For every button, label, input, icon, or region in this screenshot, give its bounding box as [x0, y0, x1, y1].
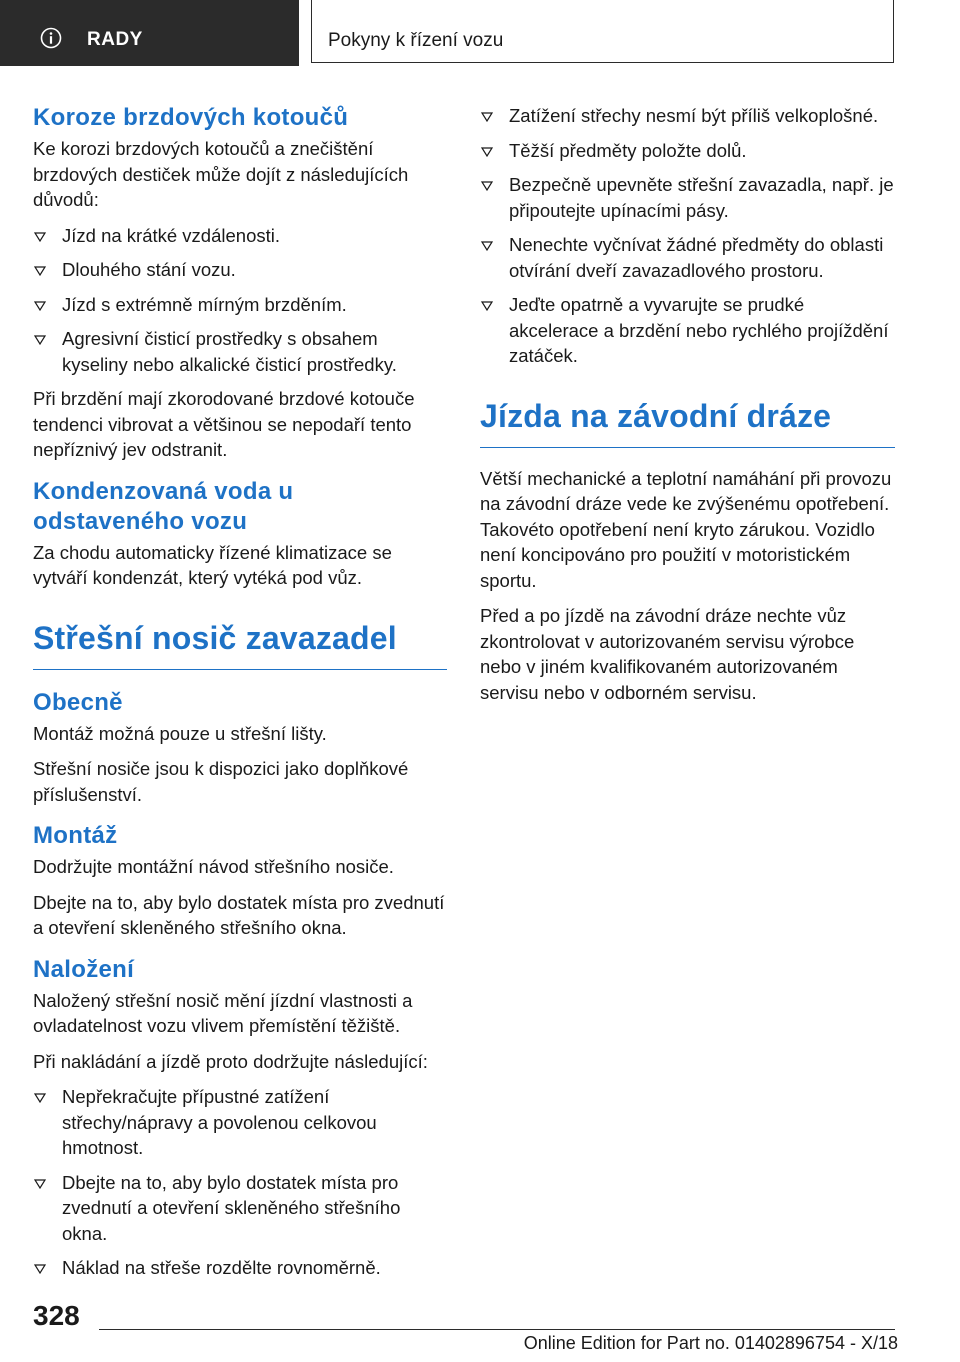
heading-general: Obecně [33, 688, 123, 716]
main-heading-roof-rack: Střešní nosič zavazadel [33, 619, 397, 656]
list-item: Jízd s extrémně mírným brzděním. [33, 292, 447, 318]
paragraph: Střešní nosiče jsou k dispozici jako doplňkové příslušenství. [33, 758, 409, 805]
list-item: Dbejte na to, aby bylo dostatek místa pro zvednutí a otevření skleněného střešního okna. [33, 1170, 447, 1247]
heading-installation: Montáž [33, 822, 118, 849]
list-item: Bezpečně upevněte střešní zavazadla, např. je připoutejte upínacími pásy. [480, 172, 895, 223]
main-heading-race-track: Jízda na závodní dráze [480, 397, 832, 434]
triangle-bullet-icon [481, 241, 493, 251]
list-item: Jízd na krátké vzdálenosti. [33, 223, 447, 249]
bullet-list [33, 223, 447, 378]
list-item: Agresivní čisticí prostředky s obsahem kyseliny nebo alkalické čisticí prostředky. [33, 326, 447, 377]
paragraph: Větší mechanické a teplotní namáhání při provozu na závodní dráze vede ke zvýšenému opotřebení. Takovéto opotřebení není kryto zárukou. Vozidlo není koncipováno pro použití v motoristickém sportu. [480, 467, 892, 591]
triangle-bullet-icon [34, 301, 46, 311]
bullet-list [480, 103, 895, 369]
paragraph: Před a po jízdě na závodní dráze nechte vůz zkontrolovat v autorizovaném servisu výrobce nebo v jiném kvalifikovaném autorizovaném servisu nebo v odborném servisu. [480, 605, 855, 703]
paragraph: Při brzdění mají zkorodované brzdové kotouče tendenci vibrovat a většinou se nepodaří tento nepříznivý jev odstranit. [33, 388, 415, 460]
heading-brake-corrosion: Koroze brzdových kotoučů [33, 104, 349, 131]
triangle-bullet-icon [34, 1093, 46, 1103]
heading-loading: Naložení [33, 955, 135, 983]
header-title-box [311, 0, 894, 63]
list-item: Jeďte opatrně a vyvarujte se prudké akcelerace a brzdění nebo rychlého projíždění zatáček. [480, 292, 895, 369]
footer-edition-text: Online Edition for Part no. 01402896754 - X/18 [523, 1333, 898, 1353]
page-number: 328 [33, 1300, 80, 1331]
main-heading-wrap [33, 617, 447, 670]
paragraph: Při nakládání a jízdě proto dodržujte následující: [33, 1050, 428, 1072]
main-heading-wrap [480, 395, 895, 448]
left-column [33, 103, 447, 1290]
list-item: Zatížení střechy nesmí být příliš velkoplošné. [480, 103, 895, 129]
footer-divider [99, 1329, 895, 1330]
paragraph: Za chodu automaticky řízené klimatizace se vytváří kondenzát, který vytéká pod vůz. [33, 541, 392, 588]
triangle-bullet-icon [481, 301, 493, 311]
list-item: Dlouhého stání vozu. [33, 257, 447, 283]
bullet-list [33, 1084, 447, 1281]
list-item: Nepřekračujte přípustné zatížení střechy/nápravy a povolenou celkovou hmotnost. [33, 1084, 447, 1161]
list-item: Nenechte vyčnívat žádné předměty do oblasti otvírání dveří zavazadlového prostoru. [480, 232, 895, 283]
header-chapter-title: Pokyny k řízení vozu [328, 30, 504, 51]
paragraph: Dbejte na to, aby bylo dostatek místa pro zvednutí a otevření skleněného střešního okna. [33, 891, 445, 938]
list-item: Těžší předměty položte dolů. [480, 138, 895, 164]
triangle-bullet-icon [481, 112, 493, 122]
paragraph: Dodržujte montážní návod střešního nosiče. [33, 856, 394, 877]
right-column [480, 103, 895, 715]
triangle-bullet-icon [34, 1179, 46, 1189]
paragraph: Montáž možná pouze u střešní lišty. [33, 722, 327, 744]
header-section-tab [0, 0, 299, 66]
paragraph: Naložený střešní nosič mění jízdní vlastnosti a ovladatelnost vozu vlivem přemístění těžiště. [33, 989, 413, 1036]
triangle-bullet-icon [34, 335, 46, 345]
info-circle-icon [40, 27, 62, 49]
list-item: Náklad na střeše rozdělte rovnoměrně. [33, 1255, 447, 1281]
triangle-bullet-icon [34, 266, 46, 276]
heading-condensation: Kondenzovaná voda u odstaveného vozu [33, 477, 294, 535]
triangle-bullet-icon [481, 147, 493, 157]
header-section-label: RADY [87, 29, 143, 50]
triangle-bullet-icon [34, 232, 46, 242]
triangle-bullet-icon [481, 181, 493, 191]
paragraph: Ke korozi brzdových kotoučů a znečištění brzdových destiček může dojít z následujících důvodů: [33, 138, 409, 210]
triangle-bullet-icon [34, 1264, 46, 1274]
